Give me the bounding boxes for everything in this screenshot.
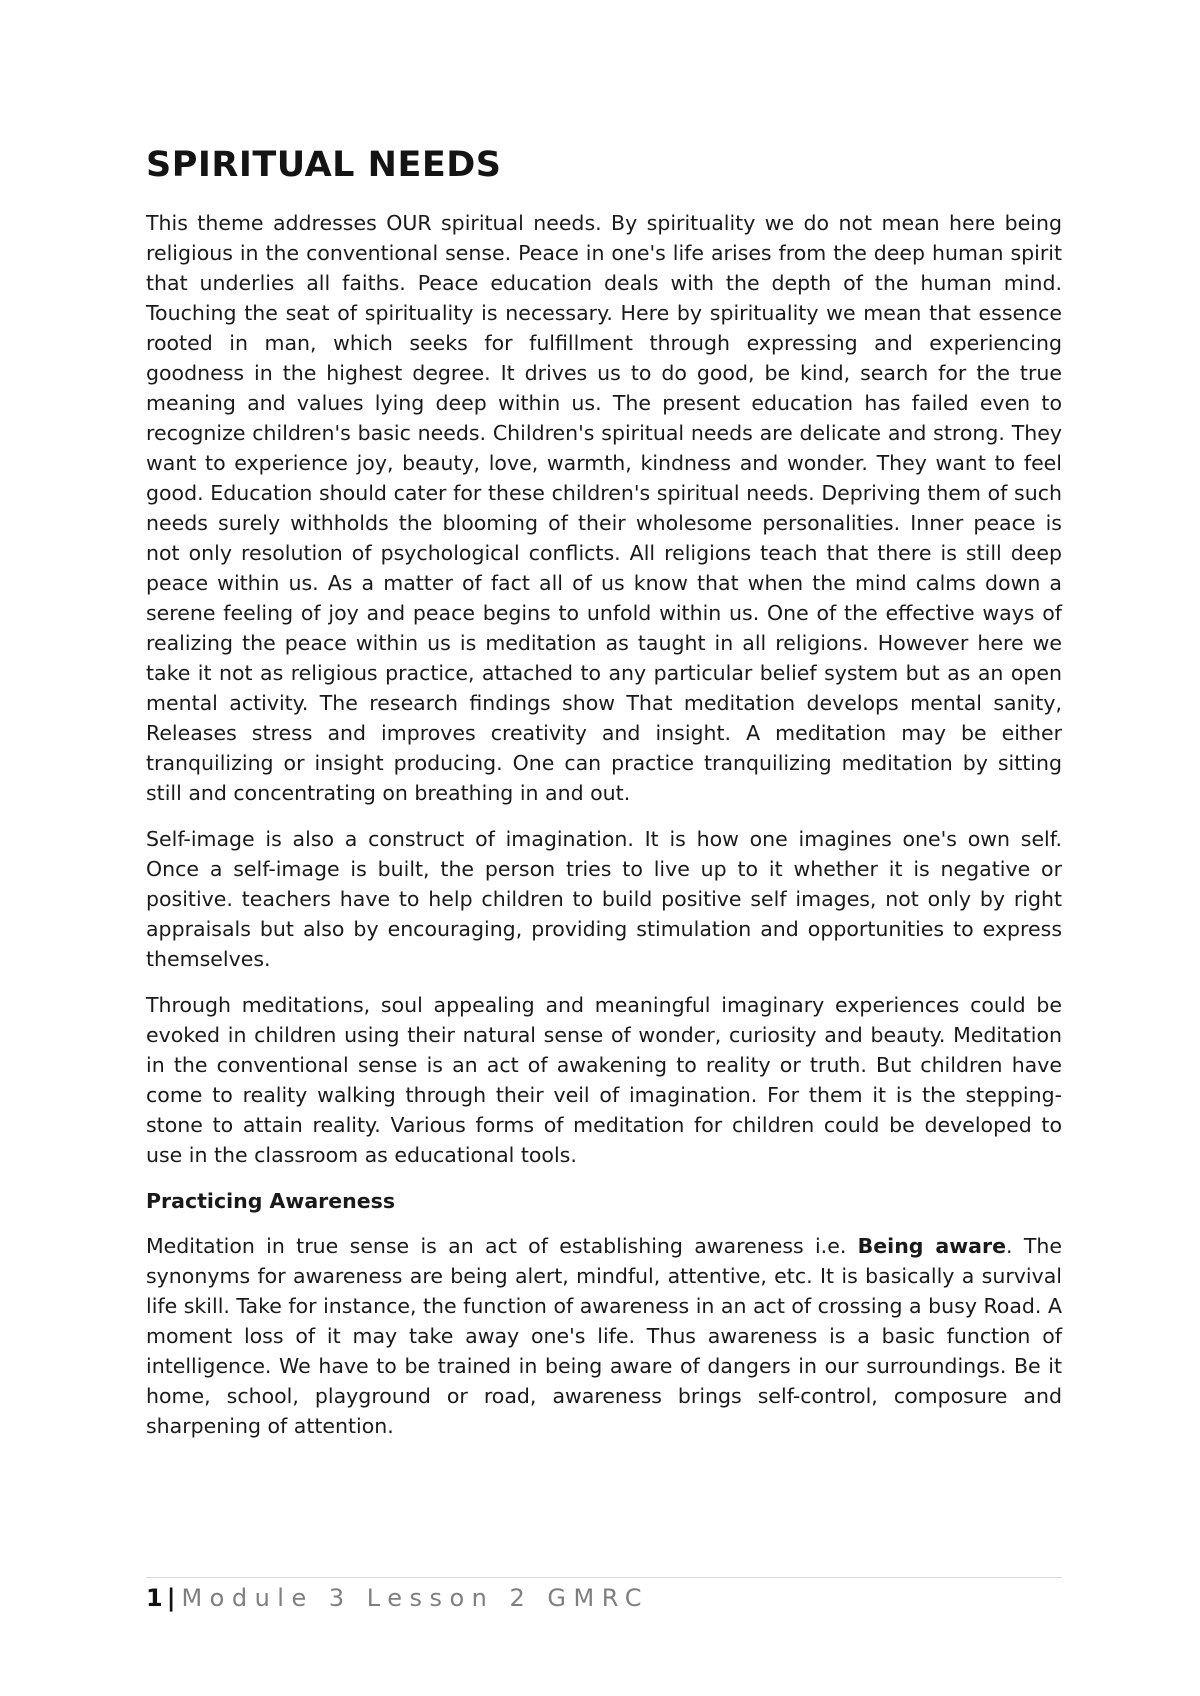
footer-separator: | [166,1584,176,1612]
emphasis-text: Being aware [857,1234,1007,1258]
page-footer [146,1577,1062,1615]
footer-label: Module 3 Lesson 2 GMRC [181,1584,649,1612]
section-heading: Practicing Awareness [146,1189,396,1213]
page-number: 1 [146,1584,163,1612]
document-page [146,140,1062,1457]
section-paragraph-intro: Meditation in true sense is an act of establishing awareness i.e. [146,1234,858,1258]
body-paragraph: Through meditations, soul appealing and meaningful imaginary experiences could be evoked in children using their natural sense of wonder, curiosity and beauty. Meditation in the conventional sense is an act of awakening to reality or truth. But children have come to reality walking through their veil of imagination. For them it is the stepping- stone to attain reality. Various forms of meditation for children could be developed to use in the classroom as educational tools. [146,993,1062,1167]
page-title: SPIRITUAL NEEDS [146,145,502,185]
body-paragraph: This theme addresses OUR spiritual needs. By spirituality we do not mean here being religious in the conventional sense. Peace in one's life arises from the deep human spirit that underlies all faiths. Peace education deals with the depth of the human mind. Touching the seat of spirituality is necessary. Here by spirituality we mean that essence rooted in man, which seeks for fulfillment through expressing and experiencing goodness in the highest degree. It drives us to do good, be kind, search for the true meaning and values lying deep within us. The present education has failed even to recognize children's basic needs. Children's spiritual needs are delicate and strong. They want to experience joy, beauty, love, warmth, kindness and wonder. They want to feel good. Education should cater for these children's spiritual needs. Depriving them of such needs surely withholds the blooming of their wholesome personalities. Inner peace is not only resolution of psychological conflicts. All religions teach that there is still deep peace within us. As a matter of fact all of us know that when the mind calms down a serene feeling of joy and peace begins to unfold within us. One of the effective ways of realizing the peace within us is meditation as taught in all religions. However here we take it not as religious practice, attached to any particular belief system but as an open mental activity. The research findings show That meditation develops mental sanity, Releases stress and improves creativity and insight. A meditation may be either tranquilizing or insight producing. One can practice tranquilizing meditation by sitting still and concentrating on breathing in and out. [146,211,1062,805]
body-paragraph: Self-image is also a construct of imagination. It is how one imagines one's own self. Once a self-image is built, the person tries to live up to it whether it is negative or positive. teachers have to help children to build positive self images, not only by right appraisals but also by encouraging, providing stimulation and opportunities to express themselves. [146,827,1062,971]
section-paragraph-rest: . The synonyms for awareness are being alert, mindful, attentive, etc. It is basically a survival life skill. Take for instance, the function of awareness in an act of crossing a busy Road. A moment loss of it may take away one's life. Thus awareness is a basic function of intelligence. We have to be trained in being aware of dangers in our surroundings. Be it home, school, playground or road, awareness brings self-control, composure and sharpening of attention. [146,1234,1062,1438]
section-paragraph [146,1231,1062,1441]
